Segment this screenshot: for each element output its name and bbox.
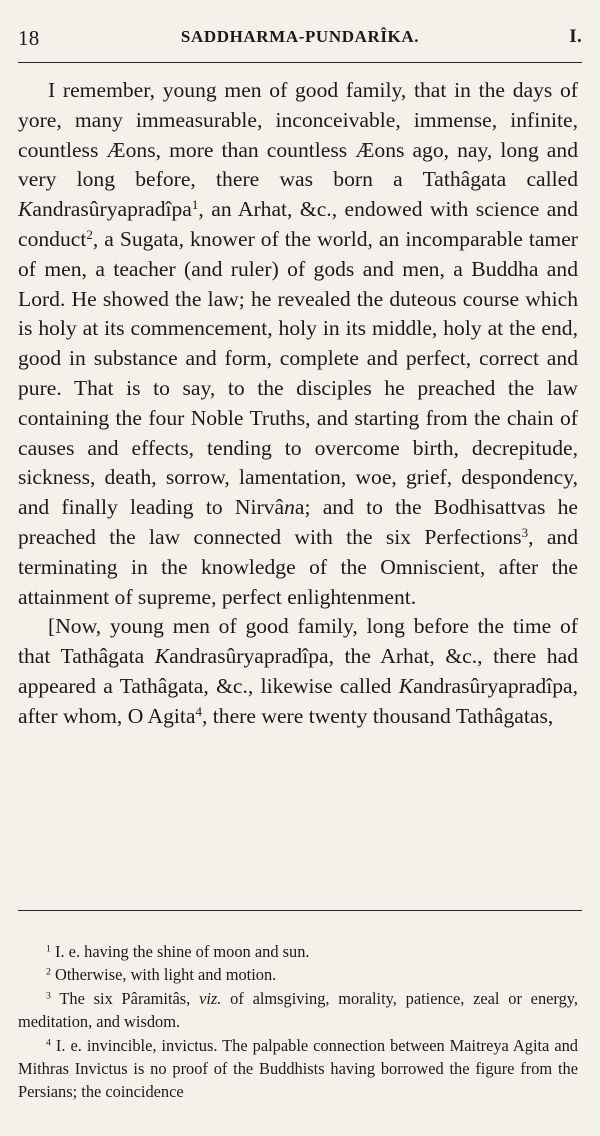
footnote-2: $^2$ Otherwise, with light and motion.	[46, 965, 277, 985]
italic-text: K	[398, 673, 414, 698]
running-title: SADDHARMA-PUNDARÎKA.	[180, 27, 420, 46]
note-reference: 4	[195, 703, 202, 719]
note-reference: 3	[521, 524, 529, 540]
running-head	[18, 26, 582, 52]
main-text	[18, 76, 578, 732]
note-reference: 4	[46, 1037, 51, 1049]
page-number: 18	[18, 26, 40, 50]
footnote-rule	[18, 910, 582, 911]
note-reference: 1	[191, 197, 199, 213]
footnotes	[18, 940, 578, 1104]
italic-text: K	[18, 197, 33, 222]
note-reference: 3	[46, 990, 51, 1002]
footnote-4: $^4$ I. e. invincible, invictus. The palpable connection between Maitreya Agita and Mithras Invictus is no proof of the Buddhists having borrowed the figure from the Persians; the coincidence	[18, 1035, 578, 1102]
footnote-1: $^1$ I. e. having the shine of moon and sun.	[46, 942, 310, 961]
chapter-number: I.	[569, 26, 582, 47]
header-rule	[18, 62, 582, 63]
italic-text: K	[154, 644, 170, 669]
note-reference: 2	[86, 226, 93, 242]
italic-text: n	[284, 495, 295, 520]
footnote-3: $^3$ The six Pâramitâs, viz. of almsgiving, morality, patience, zeal or energy, meditation, and wisdom.	[18, 988, 579, 1032]
note-reference: 2	[46, 967, 51, 978]
note-reference: 1	[46, 943, 51, 955]
paragraph-1: I remember, young men of good family, that in the days of yore, many immeasurable, inconceivable, immense, infinite, countless Æons, more than countless Æons ago, nay, long and very long before, there was born a Tathâgata called Kandrasûryapradîpa$^1$, an Arhat, &c., endowed with science and conduct$^2$, a Sugata, knower of the world, an incomparable tamer of men, a teacher (and ruler) of gods and men, a Buddha and Lord. He showed the law; he revealed the duteous course which is holy at its commencement, holy in its middle, holy at the end, good in substance and form, complete and perfect, correct and pure. That is to say, to the disciples he preached the law containing the four Noble Truths, and starting from the chain of causes and effects, tending to overcome birth, decrepitude, sickness, death, sorrow, lamentation, woe, grief, despondency, and finally leading to Nirvâna; and to the Bodhisattvas he preached the law connected with the six Perfections$^3$, and terminating in the knowledge of the Omniscient, after the attainment of supreme, perfect enlightenment.	[18, 78, 578, 609]
italic-text: viz.	[199, 988, 222, 1008]
paragraph-2: [Now, young men of good family, long before the time of that Tathâgata Kandrasûryapradîpa, the Arhat, &c., there had appeared a Tathâgata, &c., likewise called Kandrasûryapradîpa, after whom, O Agita$^4$, there were twenty thousand Tathâgatas,	[18, 614, 578, 728]
